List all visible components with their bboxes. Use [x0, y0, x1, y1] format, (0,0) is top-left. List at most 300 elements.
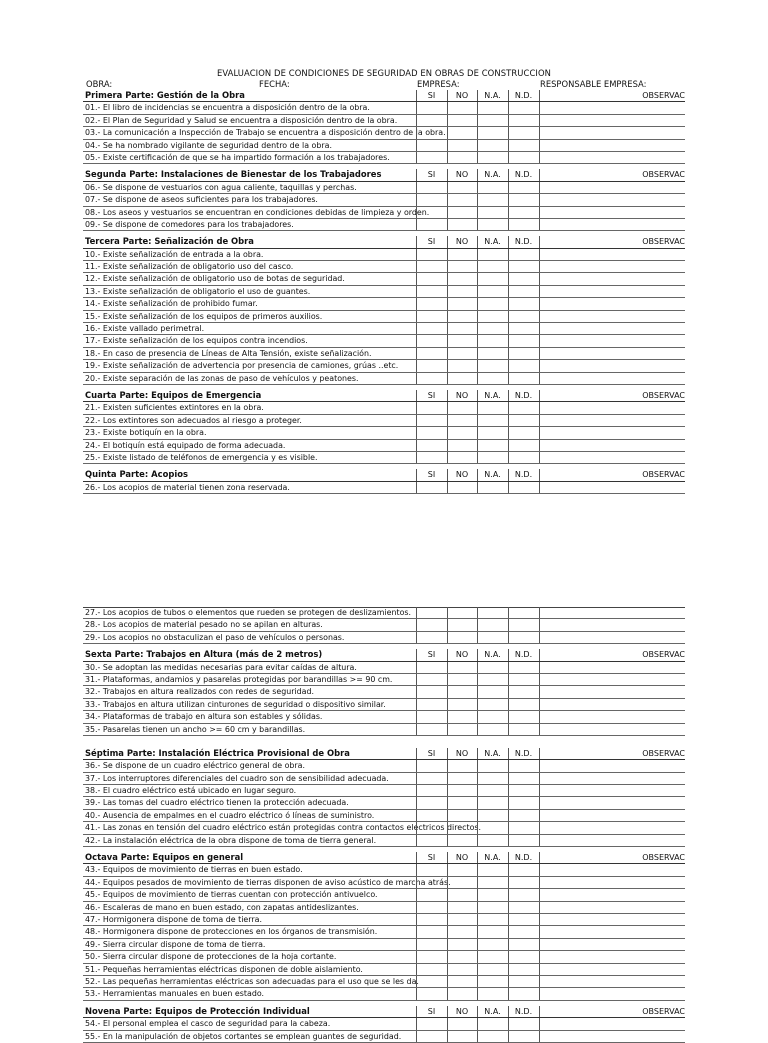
checklist-item-row [83, 760, 685, 772]
column-divider [416, 748, 417, 759]
column-divider [477, 711, 478, 722]
column-divider [447, 273, 448, 284]
column-divider [539, 988, 540, 999]
column-divider [416, 335, 417, 346]
checklist-item-text: 08.- Los aseos y vestuarios se encuentran en condiciones debidas de limpieza y orden. [85, 207, 430, 217]
column-divider [416, 219, 417, 230]
checklist-item-text: 50.- Sierra circular dispone de protecciones de la hoja cortante. [85, 952, 337, 962]
column-divider [477, 469, 478, 480]
column-divider [447, 607, 448, 618]
column-divider [447, 311, 448, 322]
column-label-no: NO [455, 91, 469, 100]
column-divider [447, 988, 448, 999]
column-divider [539, 810, 540, 821]
checklist-section [83, 236, 685, 385]
column-divider [447, 219, 448, 230]
column-divider [416, 261, 417, 272]
section-title: Quinta Parte: Acopios [85, 469, 188, 480]
column-divider [508, 298, 509, 309]
column-divider [416, 852, 417, 863]
column-divider [447, 169, 448, 180]
column-divider [539, 662, 540, 673]
column-divider [477, 440, 478, 451]
column-divider [416, 632, 417, 643]
column-divider [416, 90, 417, 101]
column-divider [416, 835, 417, 846]
column-label-si: SI [427, 170, 436, 180]
checklist-item-row [83, 797, 685, 809]
column-divider [539, 452, 540, 463]
checklist-item-text: 35.- Pasarelas tienen un ancho >= 60 cm y barandillas. [85, 724, 306, 734]
column-divider [416, 440, 417, 451]
checklist-section [83, 1006, 685, 1043]
column-divider [539, 686, 540, 697]
column-divider [508, 249, 509, 260]
column-divider [508, 102, 509, 113]
checklist-item-row [83, 939, 685, 951]
column-divider [447, 951, 448, 962]
checklist-item-row [83, 152, 685, 164]
column-divider [416, 286, 417, 297]
column-label-nd: N.D. [514, 170, 533, 180]
column-label-no: NO [455, 237, 469, 247]
checklist-section [83, 90, 685, 164]
column-divider [447, 194, 448, 205]
column-divider [539, 482, 540, 493]
checklist-item-row [83, 219, 685, 231]
column-divider [477, 140, 478, 151]
section-header [83, 1006, 685, 1018]
column-divider [477, 373, 478, 384]
column-divider [539, 360, 540, 371]
column-label-no: NO [455, 170, 469, 180]
column-divider [447, 1006, 448, 1017]
column-divider [539, 373, 540, 384]
column-divider [477, 169, 478, 180]
column-divider [477, 976, 478, 987]
column-divider [447, 914, 448, 925]
column-label-obs: OBSERVAC [642, 1006, 685, 1016]
column-divider [539, 724, 540, 735]
column-divider [477, 335, 478, 346]
column-divider [447, 926, 448, 937]
column-divider [447, 115, 448, 126]
column-divider [477, 219, 478, 230]
checklist-item-row [83, 711, 685, 723]
column-divider [508, 785, 509, 796]
column-divider [508, 335, 509, 346]
checklist-item-row [83, 335, 685, 347]
column-divider [508, 964, 509, 975]
column-divider [508, 926, 509, 937]
document-title: EVALUACION DE CONDICIONES DE SEGURIDAD EN OBRAS DE CONSTRUCCION [216, 68, 552, 78]
column-divider [447, 452, 448, 463]
checklist-item-row [83, 674, 685, 686]
column-divider [416, 822, 417, 833]
column-divider [416, 415, 417, 426]
checklist-item-row [83, 115, 685, 127]
column-divider [477, 914, 478, 925]
column-label-obs: OBSERVAC [642, 91, 685, 100]
column-divider [508, 140, 509, 151]
column-label-no: NO [455, 748, 469, 758]
column-divider [447, 373, 448, 384]
column-divider [477, 724, 478, 735]
column-divider [539, 619, 540, 630]
column-divider [508, 286, 509, 297]
checklist-item-text: 47.- Hormigonera dispone de toma de tierra. [85, 914, 262, 924]
checklist-item-row [83, 273, 685, 285]
column-divider [477, 748, 478, 759]
column-divider [539, 711, 540, 722]
column-divider [416, 810, 417, 821]
column-divider [447, 415, 448, 426]
checklist-section [83, 469, 685, 494]
section-header [83, 748, 685, 760]
column-divider [416, 773, 417, 784]
column-label-nd: N.D. [514, 1006, 533, 1016]
column-divider [447, 207, 448, 218]
column-divider [416, 1031, 417, 1042]
column-divider [416, 711, 417, 722]
checklist-item-row [83, 976, 685, 988]
column-divider [477, 773, 478, 784]
checklist-item-text: 16.- Existe vallado perimetral. [85, 324, 205, 334]
column-label-nd: N.D. [514, 470, 533, 480]
checklist-item-text: 54.- El personal emplea el casco de seguridad para la cabeza. [85, 1019, 331, 1029]
checklist-item-text: 04.- Se ha nombrado vigilante de seguridad dentro de la obra. [85, 140, 332, 150]
checklist-item-text: 31.- Plataformas, andamios y pasarelas protegidas por barandillas >= 90 cm. [85, 674, 393, 684]
checklist-item-text: 05.- Existe certificación de que se ha impartido formación a los trabajadores. [85, 152, 390, 162]
column-divider [477, 415, 478, 426]
column-divider [416, 902, 417, 913]
column-label-si: SI [427, 1006, 436, 1016]
checklist-item-text: 15.- Existe señalización de los equipos de primeros auxilios. [85, 311, 323, 321]
column-divider [416, 797, 417, 808]
column-divider [416, 607, 417, 618]
column-divider [508, 1031, 509, 1042]
column-label-no: NO [455, 1006, 469, 1016]
column-divider [477, 360, 478, 371]
column-label-na: N.A. [484, 91, 501, 100]
column-divider [508, 607, 509, 618]
checklist-item-row [83, 926, 685, 938]
column-divider [539, 852, 540, 863]
column-divider [477, 988, 478, 999]
column-divider [539, 335, 540, 346]
checklist-item-row [83, 835, 685, 847]
column-divider [447, 182, 448, 193]
column-divider [539, 649, 540, 660]
checklist-item-row [83, 440, 685, 452]
column-divider [416, 619, 417, 630]
section-title: Sexta Parte: Trabajos en Altura (más de 2 metros) [85, 649, 323, 660]
continued-section [83, 607, 685, 644]
checklist-item-row [83, 452, 685, 464]
checklist-item-row [83, 194, 685, 206]
checklist-item-row [83, 140, 685, 152]
column-label-obs: OBSERVAC [642, 237, 685, 247]
column-divider [477, 760, 478, 771]
column-divider [539, 249, 540, 260]
checklist-item-text: 01.- El libro de incidencias se encuentra a disposición dentro de la obra. [85, 103, 370, 113]
column-divider [477, 632, 478, 643]
column-divider [508, 207, 509, 218]
column-divider [508, 711, 509, 722]
checklist-item-row [83, 482, 685, 494]
column-divider [416, 207, 417, 218]
column-divider [416, 976, 417, 987]
column-divider [539, 323, 540, 334]
column-divider [447, 835, 448, 846]
column-label-nd: N.D. [514, 91, 533, 100]
column-divider [477, 427, 478, 438]
section-header [83, 236, 685, 248]
checklist-item-row [83, 877, 685, 889]
column-divider [416, 699, 417, 710]
fecha-label: FECHA: [259, 79, 290, 89]
column-label-si: SI [427, 470, 436, 480]
column-divider [416, 724, 417, 735]
column-divider [416, 127, 417, 138]
section-title: Primera Parte: Gestión de la Obra [85, 90, 245, 100]
checklist-item-text: 02.- El Plan de Seguridad y Salud se encuentra a disposición dentro de la obra. [85, 115, 398, 125]
column-divider [508, 127, 509, 138]
column-divider [508, 773, 509, 784]
column-divider [447, 785, 448, 796]
column-divider [477, 249, 478, 260]
column-divider [477, 236, 478, 247]
column-divider [539, 822, 540, 833]
column-label-obs: OBSERVAC [642, 170, 685, 180]
column-divider [416, 649, 417, 660]
column-divider [508, 810, 509, 821]
column-divider [539, 194, 540, 205]
column-divider [539, 415, 540, 426]
column-divider [416, 360, 417, 371]
checklist-item-text: 11.- Existe señalización de obligatorio uso del casco. [85, 262, 294, 272]
checklist-item-text: 48.- Hormigonera dispone de protecciones en los órganos de transmisión. [85, 927, 378, 937]
column-divider [447, 686, 448, 697]
column-divider [508, 311, 509, 322]
column-label-si: SI [427, 237, 436, 247]
section-title: Cuarta Parte: Equipos de Emergencia [85, 389, 262, 400]
column-divider [416, 249, 417, 260]
checklist-item-text: 29.- Los acopios no obstaculizan el paso de vehículos o personas. [85, 632, 345, 642]
checklist-item-row [83, 632, 685, 644]
column-divider [477, 835, 478, 846]
column-label-obs: OBSERVAC [642, 650, 685, 660]
column-divider [508, 323, 509, 334]
checklist-item-row [83, 619, 685, 631]
column-divider [539, 951, 540, 962]
column-divider [477, 864, 478, 875]
column-label-na: N.A. [484, 470, 501, 480]
column-divider [477, 797, 478, 808]
column-divider [539, 864, 540, 875]
column-divider [416, 273, 417, 284]
column-divider [539, 773, 540, 784]
checklist-item-row [83, 348, 685, 360]
obra-label: OBRA: [86, 79, 113, 89]
checklist-item-text: 46.- Escaleras de mano en buen estado, con zapatas antideslizantes. [85, 902, 359, 912]
checklist-item-row [83, 951, 685, 963]
checklist-item-row [83, 298, 685, 310]
column-divider [508, 835, 509, 846]
checklist-item-row [83, 1018, 685, 1030]
column-label-na: N.A. [484, 390, 501, 400]
column-divider [477, 182, 478, 193]
column-divider [416, 402, 417, 413]
column-divider [539, 273, 540, 284]
column-divider [508, 182, 509, 193]
column-label-no: NO [455, 650, 469, 660]
column-divider [539, 298, 540, 309]
section-title: Séptima Parte: Instalación Eléctrica Provisional de Obra [85, 747, 350, 758]
column-divider [416, 236, 417, 247]
checklist-item-text: 33.- Trabajos en altura utilizan cinturones de seguridad o dispositivo similar. [85, 699, 386, 709]
checklist-item-text: 26.- Los acopios de material tienen zona reservada. [85, 482, 290, 492]
column-divider [539, 115, 540, 126]
column-divider [508, 360, 509, 371]
column-divider [447, 469, 448, 480]
column-divider [477, 452, 478, 463]
column-divider [447, 286, 448, 297]
checklist-item-text: 38.- El cuadro eléctrico está ubicado en lugar seguro. [85, 786, 297, 796]
column-divider [447, 335, 448, 346]
checklist-item-row [83, 822, 685, 834]
column-divider [447, 236, 448, 247]
checklist-item-row [83, 607, 685, 619]
section-header [83, 649, 685, 661]
column-divider [539, 286, 540, 297]
checklist-item-row [83, 1031, 685, 1043]
column-divider [447, 427, 448, 438]
column-label-nd: N.D. [514, 748, 533, 758]
checklist-item-text: 18.- En caso de presencia de Líneas de Alta Tensión, existe señalización. [85, 348, 372, 358]
checklist-item-text: 25.- Existe listado de teléfonos de emergencia y es visible. [85, 452, 318, 462]
column-divider [539, 427, 540, 438]
column-divider [477, 115, 478, 126]
checklist-item-text: 03.- La comunicación a Inspección de Trabajo se encuentra a disposición dentro de la obra. [85, 128, 446, 138]
column-divider [447, 348, 448, 359]
column-divider [477, 127, 478, 138]
checklist-item-text: 24.- El botiquín está equipado de forma adecuada. [85, 440, 286, 450]
checklist-item-text: 27.- Los acopios de tubos o elementos que rueden se protegen de deslizamientos. [85, 608, 412, 617]
column-divider [447, 249, 448, 260]
column-divider [539, 311, 540, 322]
column-divider [539, 236, 540, 247]
column-label-obs: OBSERVAC [642, 748, 685, 758]
column-divider [447, 674, 448, 685]
column-divider [539, 1006, 540, 1017]
column-divider [539, 760, 540, 771]
column-divider [539, 402, 540, 413]
column-divider [477, 298, 478, 309]
column-divider [477, 785, 478, 796]
checklist-item-row [83, 286, 685, 298]
column-divider [416, 390, 417, 401]
column-divider [508, 748, 509, 759]
column-divider [477, 286, 478, 297]
column-divider [477, 194, 478, 205]
column-divider [447, 402, 448, 413]
column-divider [508, 951, 509, 962]
column-divider [539, 976, 540, 987]
column-divider [447, 152, 448, 163]
column-divider [539, 261, 540, 272]
column-divider [477, 877, 478, 888]
column-divider [447, 889, 448, 900]
column-divider [539, 607, 540, 618]
column-label-obs: OBSERVAC [642, 853, 685, 863]
column-label-obs: OBSERVAC [642, 390, 685, 400]
column-divider [477, 152, 478, 163]
column-divider [447, 127, 448, 138]
checklist-item-row [83, 864, 685, 876]
checklist-item-text: 55.- En la manipulación de objetos cortantes se emplean guantes de seguridad. [85, 1031, 402, 1041]
column-divider [447, 852, 448, 863]
column-divider [508, 797, 509, 808]
column-divider [447, 748, 448, 759]
column-label-si: SI [427, 853, 436, 863]
column-divider [539, 152, 540, 163]
column-divider [477, 939, 478, 950]
empresa-label: EMPRESA: [417, 79, 460, 89]
column-divider [477, 619, 478, 630]
column-divider [539, 90, 540, 101]
checklist-item-row [83, 785, 685, 797]
column-divider [447, 699, 448, 710]
section-title: Octava Parte: Equipos en general [85, 852, 244, 863]
column-divider [477, 402, 478, 413]
column-divider [539, 785, 540, 796]
column-divider [539, 207, 540, 218]
column-divider [447, 902, 448, 913]
column-divider [416, 939, 417, 950]
column-label-si: SI [427, 390, 436, 400]
column-divider [477, 926, 478, 937]
column-divider [508, 273, 509, 284]
column-divider [447, 711, 448, 722]
checklist-item-row [83, 249, 685, 261]
column-divider [416, 452, 417, 463]
column-divider [508, 760, 509, 771]
column-divider [416, 889, 417, 900]
checklist-item-text: 36.- Se dispone de un cuadro eléctrico general de obra. [85, 761, 305, 771]
column-divider [416, 298, 417, 309]
column-divider [447, 964, 448, 975]
column-divider [539, 390, 540, 401]
checklist-item-row [83, 261, 685, 273]
column-divider [416, 864, 417, 875]
column-divider [539, 140, 540, 151]
column-divider [539, 877, 540, 888]
checklist-item-text: 10.- Existe señalización de entrada a la obra. [85, 249, 264, 259]
checklist-section [83, 649, 685, 736]
column-divider [508, 236, 509, 247]
column-divider [416, 1006, 417, 1017]
column-divider [477, 822, 478, 833]
checklist-item-row [83, 402, 685, 414]
column-divider [508, 402, 509, 413]
column-label-no: NO [455, 390, 469, 400]
column-divider [416, 964, 417, 975]
checklist-item-text: 07.- Se dispone de aseos suficientes para los trabajadores. [85, 195, 318, 205]
section-header [83, 90, 685, 102]
column-divider [447, 632, 448, 643]
column-divider [508, 632, 509, 643]
